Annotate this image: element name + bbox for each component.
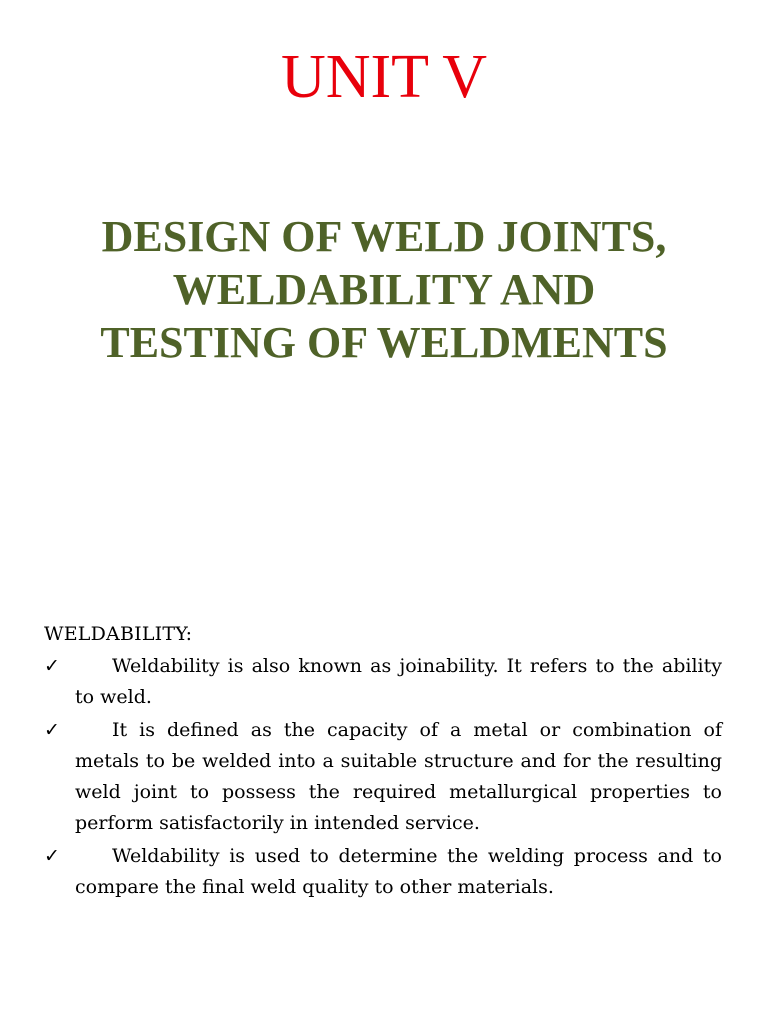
section-heading: WELDABILITY: [44, 623, 193, 645]
check-mark-icon: ✓ [44, 655, 60, 677]
heading-line: TESTING OF WELDMENTS [100, 318, 668, 367]
heading-line: WELDABILITY AND [172, 265, 596, 314]
bullet-item [44, 651, 722, 713]
unit-title: UNIT V [280, 43, 488, 111]
weldability-section [44, 619, 722, 905]
heading-line: DESIGN OF WELD JOINTS, [101, 212, 667, 261]
check-mark-icon: ✓ [44, 845, 60, 867]
bullet-item [44, 715, 722, 839]
bullet-text: Weldability is also known as joinability. It refers to the ability to weld. [75, 655, 722, 708]
bullet-list [44, 651, 722, 903]
document-heading [30, 210, 738, 369]
bullet-text: It is defined as the capacity of a metal or combination of metals to be welded into a suitable structure and for the resulting weld joint to possess the required metallurgical properties to perform satisfactorily in intended service. [75, 719, 722, 834]
bullet-text: Weldability is used to determine the welding process and to compare the final weld quality to other materials. [75, 845, 722, 898]
bullet-item [44, 841, 722, 903]
check-mark-icon: ✓ [44, 719, 60, 741]
